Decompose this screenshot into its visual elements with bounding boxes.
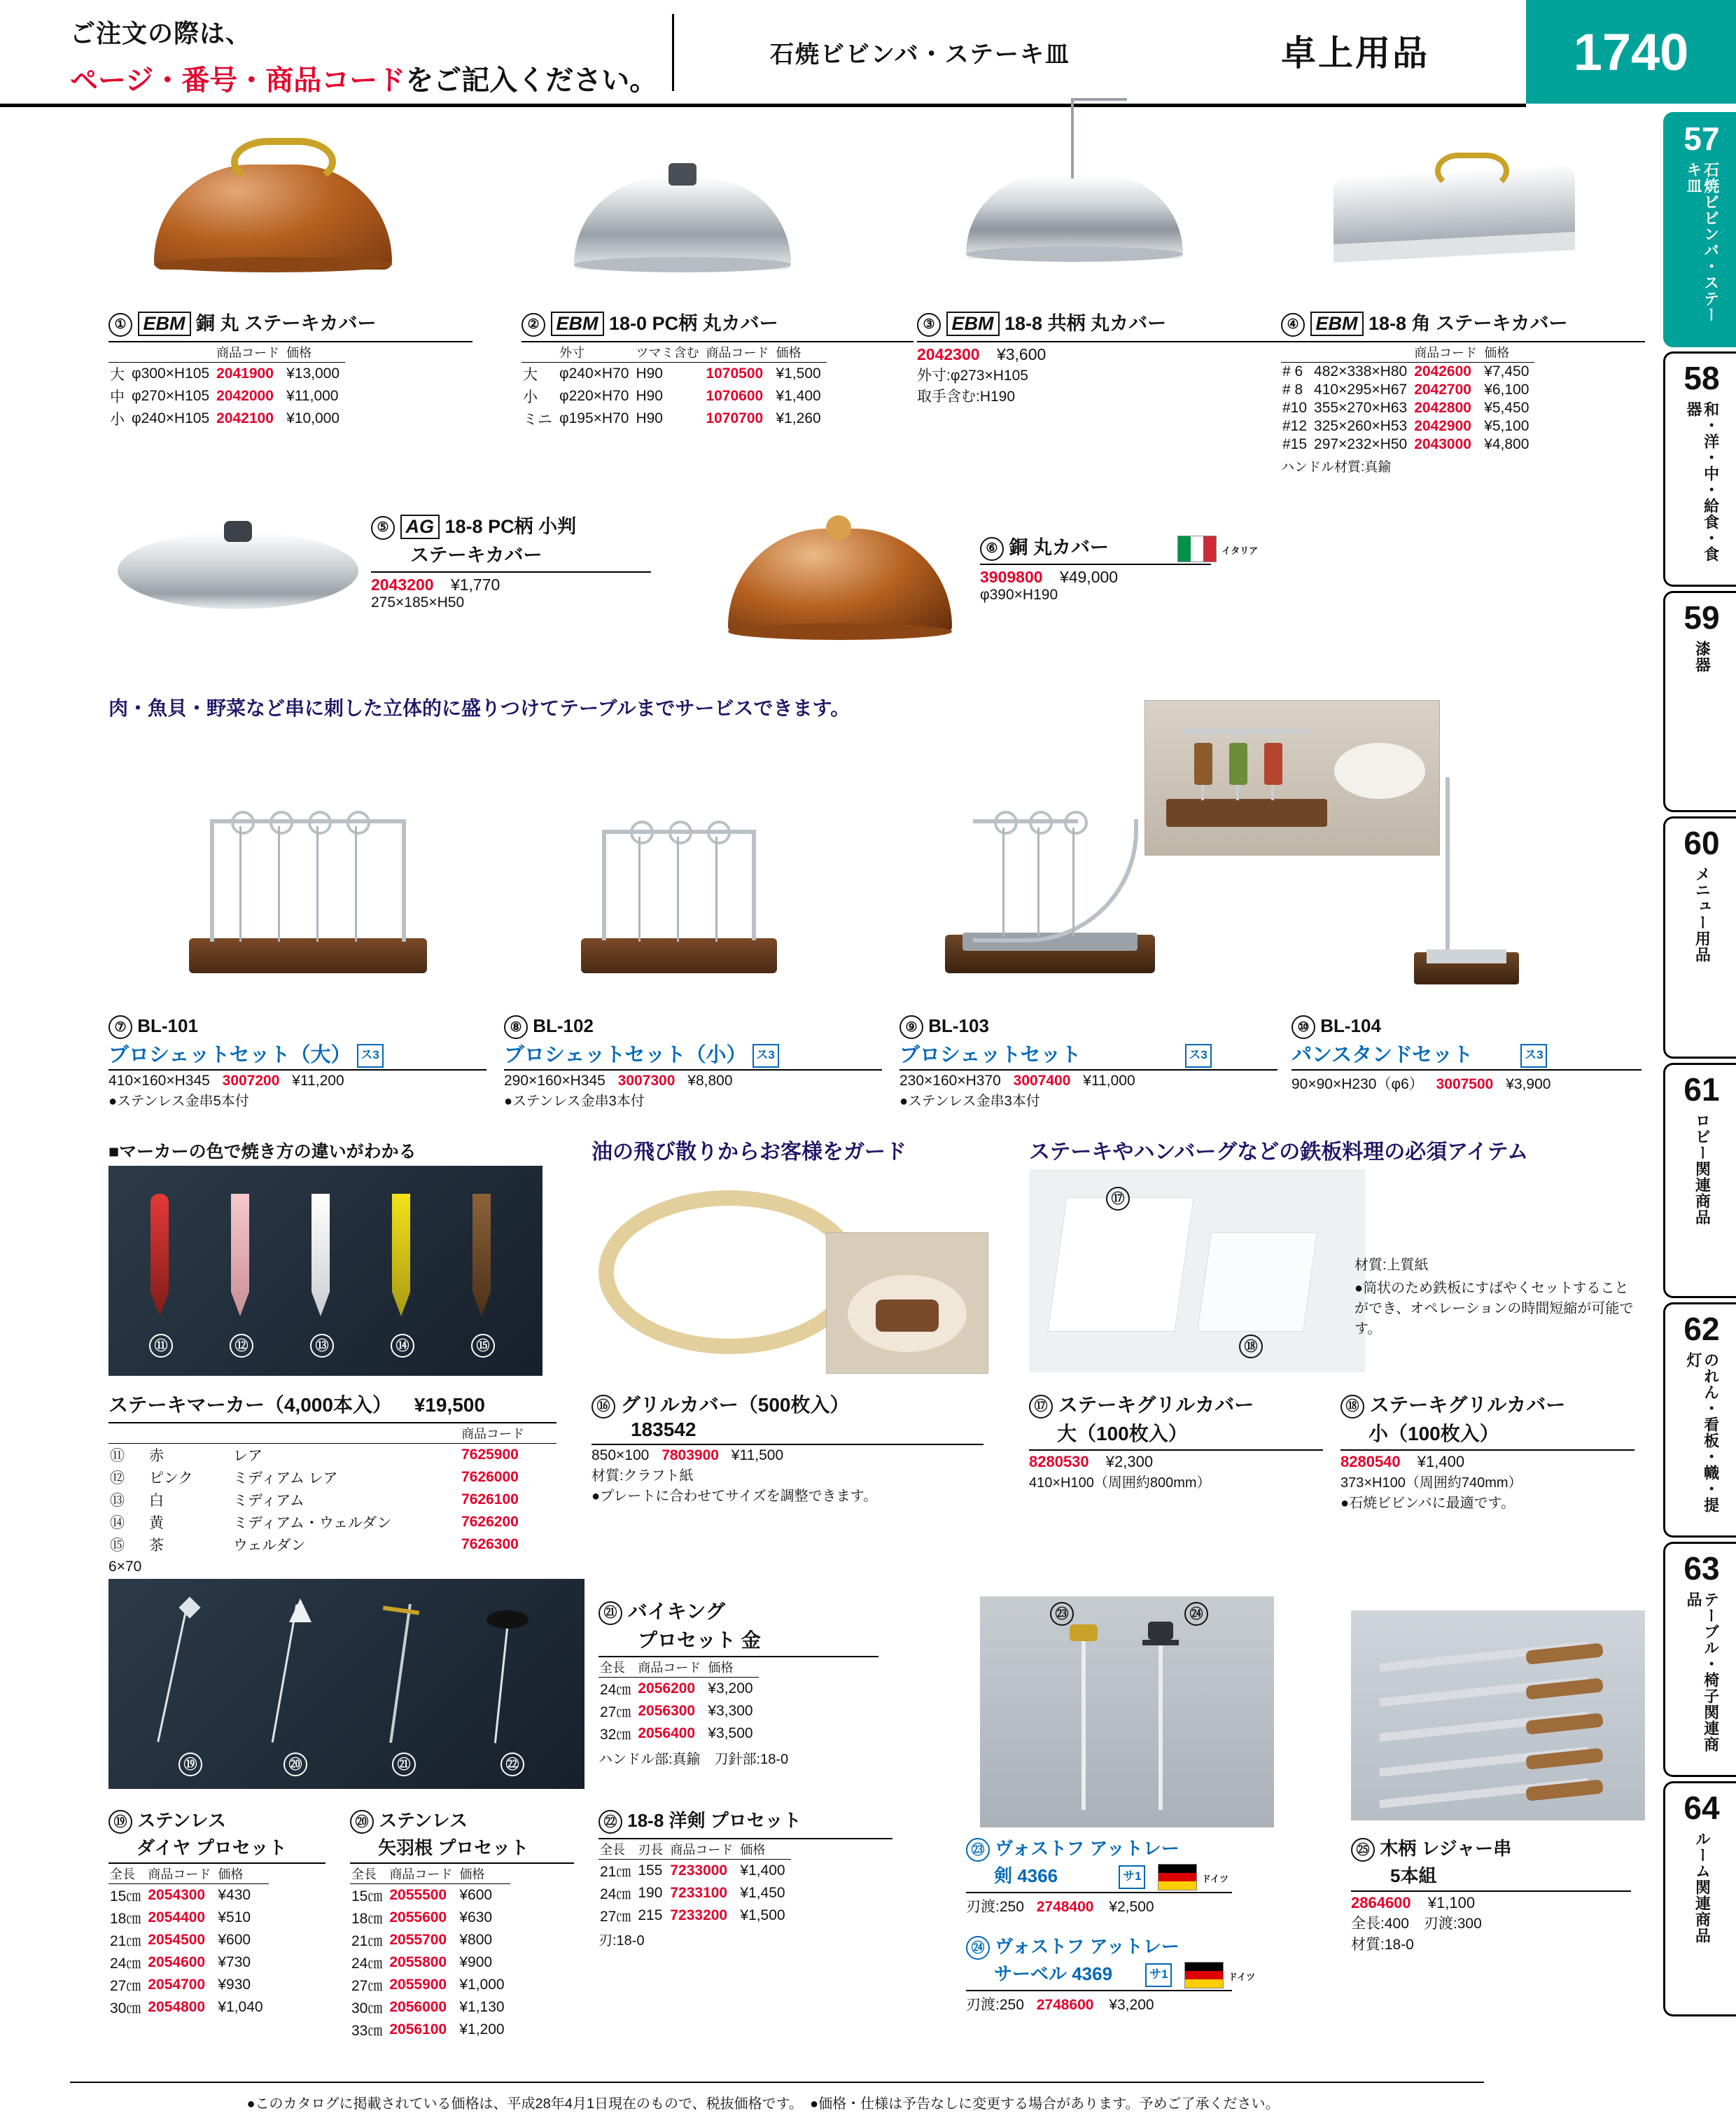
product-5-size: 275×185×H50 [371, 594, 465, 611]
callout-17: ⑰ [1106, 1187, 1130, 1211]
product-20 [350, 1806, 588, 2041]
table-row: 大 φ240×H70 H90 1070500 ¥1,500 [523, 365, 821, 383]
item-number: ⑲ [108, 1810, 132, 1834]
product-4-note: ハンドル材質:真鍮 [1281, 459, 1392, 475]
callout-20: ⑳ [284, 1753, 307, 1776]
item-number: ⑥ [980, 537, 1004, 561]
flag-germany-icon [1184, 1962, 1224, 1988]
product-24-title-line2: サーベル 4369 [994, 1963, 1113, 1985]
tab-number: 64 [1684, 1790, 1720, 1826]
table-row: ⑬ 白 ミディアム 7626100 [110, 1491, 519, 1509]
brand-badge: AG [400, 515, 440, 539]
steak-cover-material [1354, 1253, 1634, 1337]
product-19 [108, 1806, 340, 2019]
product-22-title: 18-8 洋剣 プロセット [627, 1810, 802, 1831]
footer-rule [70, 2082, 1484, 2083]
product-21-title-line1: バイキング [627, 1601, 725, 1622]
item-number: ⑩ [1292, 1015, 1315, 1039]
product-16-note: ●プレートに合わせてサイズを調整できます。 [592, 1488, 878, 1504]
product-18-code: 8280540 [1340, 1452, 1401, 1470]
product-16-size: 850×100 [592, 1447, 650, 1463]
model: BL-103 [928, 1015, 989, 1036]
photo-brochette-set-large [161, 749, 455, 994]
tab-60[interactable] [1663, 816, 1736, 1059]
product-23-title-line1: ヴォストフ アットレー [995, 1838, 1180, 1859]
product-24-code: 2748600 [1036, 1997, 1094, 2014]
page-number: 1740 [1526, 0, 1736, 104]
product-18 [1340, 1390, 1648, 1512]
product-5-code: 2043200 [371, 575, 434, 594]
product-2-title [522, 308, 913, 337]
item-number: ③ [917, 313, 941, 337]
product-3-spec1: 外寸:φ273×H105 [917, 367, 1028, 384]
series-badge: ス3 [752, 1044, 779, 1068]
table-row: 21㎝ 155 7233000 ¥1,400 [600, 1862, 785, 1881]
product-18-title-line1: ステーキグリルカバー [1369, 1394, 1566, 1416]
product-19-table: 全長 商品コード 価格 15㎝ 2054300 ¥430 18㎝ 2054400 ¥510 21㎝ 2054500 ¥600 24㎝ 2054600 ¥730 27㎝ 2054700 ¥930 30㎝ 2054800 ¥1,040 [108, 1864, 269, 2019]
item-number: ⑨ [899, 1015, 923, 1039]
product-25-spec2: 材質:18-0 [1351, 1937, 1414, 1953]
product-4-title [1281, 308, 1645, 337]
product-17-title-line1: ステーキグリルカバー [1058, 1394, 1254, 1416]
table-row: 18㎝ 2054400 ¥510 [110, 1909, 251, 1928]
product-22-note: 刃:18-0 [598, 1933, 645, 1949]
product-4-table: 商品コード 価格 # 6 482×338×H80 2042600 ¥7,450 # 8 410×295×H67 2042700 ¥6,100 #10 355×270×H63 2042800 ¥5,450 #12 325×260×H53 2042900 ¥5,100 #15 297×232×H50 2043000 ¥4,800 [1281, 342, 1534, 454]
item-number: ㉕ [1351, 1838, 1375, 1862]
page-header [0, 0, 1736, 105]
table-row: ⑫ ピンク ミディアム レア 7626000 [110, 1469, 519, 1486]
flag-label: イタリア [1222, 545, 1259, 556]
product-7-price: ¥11,200 [292, 1073, 344, 1089]
tab-57[interactable] [1663, 112, 1736, 347]
product-19-title-line2: ダイヤ プロセット [136, 1837, 287, 1859]
table-row: # 6 482×338×H80 2042600 ¥7,450 [1282, 363, 1530, 379]
header-subject: 石焼ビビンバ・ステーキ皿 [770, 41, 1070, 68]
product-5-price: ¥1,770 [450, 575, 500, 594]
title-text: 18-0 PC柄 丸カバー [609, 313, 778, 334]
product-3-code: 2042300 [917, 344, 980, 363]
brand-badge: EBM [138, 312, 191, 336]
item-number: ⑳ [350, 1810, 374, 1834]
table-row: 中 φ270×H105 2042000 ¥11,000 [110, 387, 339, 405]
product-10 [1292, 1015, 1656, 1094]
product-24-spec: 刃渡:250 [966, 1997, 1024, 2014]
tab-label: のれん・看板・幟・提灯 [1685, 1352, 1720, 1513]
table-row: #10 355×270×H63 2042800 ¥5,450 [1282, 399, 1530, 416]
callout-22: ㉒ [500, 1753, 524, 1776]
product-3-title [917, 308, 1288, 337]
product-1 [108, 308, 472, 430]
table-row: 21㎝ 2054500 ¥600 [110, 1932, 251, 1950]
tab-label: テーブル・椅子関連商品 [1685, 1591, 1720, 1753]
callout-21: ㉑ [392, 1753, 416, 1776]
product-24-price: ¥3,200 [1109, 1997, 1154, 2014]
table-row: 30㎝ 2056000 ¥1,130 [351, 1999, 505, 2017]
table-row: ⑪ 赤 レア 7625900 [110, 1447, 519, 1464]
photo-grill-cover [592, 1169, 858, 1372]
product-21-table: 全長 商品コード 価格 24㎝ 2056200 ¥3,200 27㎝ 2056300 ¥3,300 32㎝ 2056400 ¥3,500 [598, 1657, 759, 1745]
product-20-title-line2: 矢羽根 プロセット [378, 1837, 529, 1859]
product-16-price: ¥11,500 [731, 1447, 784, 1463]
product-5-title [371, 511, 672, 540]
order-note-line2 [70, 58, 672, 98]
marker-num-12: ⑫ [230, 1334, 253, 1358]
tab-63[interactable] [1663, 1542, 1736, 1777]
product-10-code: 3007500 [1436, 1076, 1494, 1093]
product-10-title: パンスタンドセット [1292, 1044, 1474, 1067]
product-2 [522, 308, 913, 430]
footer-note: ●このカタログに掲載されている価格は、平成28年4月1日現在のもので、税抜価格です。 ●価格・仕様は予告なしに変更する場合があります。予めご了承ください。 [246, 2096, 1280, 2112]
product-4 [1281, 308, 1645, 475]
product-23-code: 2748400 [1036, 1899, 1094, 1916]
product-9-note: ●ステンレス金串3本付 [899, 1094, 1040, 1110]
product-16 [592, 1390, 997, 1505]
product-10-size: 90×90×H230（φ6） [1292, 1076, 1424, 1093]
photo-steak-grill-covers [1029, 1169, 1365, 1372]
product-25-title-line1: 木柄 レジャー串 [1380, 1838, 1512, 1859]
table-row: 21㎝ 2055700 ¥800 [351, 1932, 493, 1950]
marker-price: ¥19,500 [414, 1394, 485, 1416]
tab-64[interactable] [1663, 1781, 1736, 2016]
table-row: 27㎝ 2056300 ¥3,300 [600, 1702, 753, 1720]
product-9-title: ブロシェットセット [899, 1044, 1082, 1067]
product-19-title-line1: ステンレス [137, 1810, 226, 1831]
product-22 [598, 1806, 906, 1949]
product-7-note: ●ステンレス金串5本付 [108, 1094, 249, 1110]
tab-label: ロビー関連商品 [1693, 1113, 1712, 1225]
product-3-price: ¥3,600 [996, 344, 1046, 363]
order-note-line1: ご注文の際は、 [70, 19, 252, 48]
product-3 [917, 308, 1288, 406]
product-18-title-line2: 小（100枚入） [1368, 1422, 1499, 1444]
item-number: ㉓ [966, 1838, 990, 1862]
product-22-table: 全長 刃長 商品コード 価格 21㎝ 155 7233000 ¥1,400 24㎝ 190 7233100 ¥1,450 27㎝ 215 7233200 ¥1,500 [598, 1839, 791, 1927]
photo-pc-handle-round-cover [567, 151, 798, 284]
photo-square-steak-cover [1323, 133, 1589, 284]
material-label: 材質:上質紙 [1354, 1257, 1429, 1273]
product-8-price: ¥8,800 [687, 1073, 733, 1089]
callout-19: ⑲ [178, 1753, 202, 1776]
product-21-title-line2: プロセット 金 [638, 1629, 761, 1651]
table-row: 27㎝ 2054700 ¥930 [110, 1977, 251, 1995]
photo-wusthof-swords [980, 1596, 1274, 1827]
table-row: 33㎝ 2056100 ¥1,200 [351, 2021, 505, 2040]
tab-62[interactable] [1663, 1302, 1736, 1538]
model: BL-101 [137, 1015, 198, 1036]
product-7 [108, 1015, 500, 1110]
item-number: ⑱ [1340, 1395, 1364, 1419]
product-9-code: 3007400 [1013, 1073, 1071, 1089]
table-row: ⑭ 黄 ミディアム・ウェルダン 7626200 [110, 1514, 519, 1531]
banner-skewer: 肉・魚貝・野菜など串に刺した立体的に盛りつけてテーブルまでサービスできます。 [108, 697, 850, 719]
marker-info [108, 1390, 556, 1575]
table-row: 24㎝ 2055800 ¥900 [351, 1954, 493, 1972]
banner-marker: ■マーカーの色で焼き方の違いがわかる [108, 1142, 416, 1162]
photo-grill-cover-in-use [826, 1232, 988, 1374]
table-row: 大 φ300×H105 2041900 ¥13,000 [110, 365, 340, 383]
product-5 [371, 511, 672, 611]
product-17-size: 410×H100（周囲約800mm） [1029, 1475, 1211, 1491]
product-6-price: ¥49,000 [1059, 567, 1119, 586]
marker-title: ステーキマーカー（4,000本入） [108, 1394, 392, 1416]
product-6 [980, 532, 1344, 604]
photo-copper-dome-cover [140, 123, 406, 284]
item-number: ㉑ [598, 1601, 622, 1625]
brand-badge: EBM [1310, 312, 1364, 336]
table-row: ミニ φ195×H70 H90 1070700 ¥1,260 [523, 410, 821, 428]
table-row: ⑮ 茶 ウェルダン 7626300 [110, 1536, 519, 1554]
item-number: ⑧ [504, 1015, 528, 1039]
marker-num-13: ⑬ [310, 1334, 334, 1358]
section-tab-rail [1659, 112, 1736, 2021]
table-row: 27㎝ 2055900 ¥1,000 [351, 1977, 505, 1995]
product-2-table: 外寸 ツマミ含む 商品コード 価格 大 φ240×H70 H90 1070500 ¥1,500 小 φ220×H70 H90 1070600 ¥1,400 ミニ φ195×H70 H90 1070700 ¥1,260 [522, 342, 827, 430]
product-16-title-line1: グリルカバー（500枚入） [620, 1394, 850, 1416]
photo-pan-stand-set [1407, 777, 1533, 994]
model: BL-102 [533, 1015, 594, 1036]
table-row: 15㎝ 2055500 ¥600 [351, 1887, 493, 1905]
item-number: ⑤ [371, 516, 395, 540]
item-number: ④ [1281, 313, 1305, 337]
product-17-code: 8280530 [1029, 1452, 1089, 1470]
table-row: # 8 410×295×H67 2042700 ¥6,100 [1282, 381, 1530, 398]
header-rule [0, 104, 1526, 107]
marker-size: 6×70 [108, 1559, 142, 1575]
tab-59[interactable] [1663, 591, 1736, 812]
table-row: 24㎝ 190 7233100 ¥1,450 [600, 1885, 785, 1903]
material-note: ●筒状のため鉄板にすばやくセットすることができ、オペレーションの時間短縮が可能です。 [1354, 1281, 1634, 1337]
series-badge: ス3 [1520, 1044, 1547, 1068]
photo-steak-markers [108, 1166, 542, 1376]
tab-label: 漆器 [1693, 641, 1712, 673]
photo-brochette-set-small [553, 763, 805, 994]
product-6-title [980, 532, 1344, 562]
table-row: 32㎝ 2056400 ¥3,500 [600, 1725, 753, 1743]
product-8-code: 3007300 [617, 1073, 676, 1089]
product-25-spec1: 全長:400 刃渡:300 [1351, 1916, 1482, 1932]
product-9-size: 230×160×H370 [899, 1073, 1001, 1089]
product-7-title: ブロシェットセット（大） [108, 1044, 351, 1067]
tab-number: 62 [1684, 1311, 1720, 1347]
photo-common-handle-round-cover [959, 98, 1197, 284]
product-23 [966, 1834, 1316, 1916]
product-20-title-line1: ステンレス [379, 1810, 468, 1831]
tab-number: 58 [1684, 360, 1720, 396]
tab-number: 57 [1684, 120, 1720, 157]
flag-label: ドイツ [1228, 1972, 1256, 1983]
table-row: #15 297×232×H50 2043000 ¥4,800 [1282, 436, 1530, 452]
table-row: 30㎝ 2054800 ¥1,040 [110, 1999, 263, 2017]
order-note-tail: をご記入ください。 [405, 65, 658, 96]
banner-grill-cover: 油の飛び散りからお客様をガード [592, 1141, 906, 1164]
tab-label: 石焼ビビンバ・ステーキ皿 [1685, 162, 1720, 323]
product-17 [1029, 1390, 1337, 1491]
flag-label: ドイツ [1201, 1874, 1229, 1885]
product-21 [598, 1596, 892, 1768]
tab-label: 和・洋・中・給食・食器 [1685, 401, 1720, 562]
product-17-title-line2: 大（100枚入） [1057, 1422, 1188, 1444]
header-category: 卓上用品 [1281, 34, 1429, 73]
item-number: ⑯ [592, 1395, 615, 1419]
photo-pro-picks [108, 1579, 584, 1789]
product-8-note: ●ステンレス金串3本付 [504, 1094, 645, 1110]
product-3-spec2: 取手含む:H190 [917, 388, 1016, 405]
table-row: 小 φ240×H105 2042100 ¥10,000 [110, 410, 340, 428]
product-20-table: 全長 商品コード 価格 15㎝ 2055500 ¥600 18㎝ 2055600 ¥630 21㎝ 2055700 ¥800 24㎝ 2055800 ¥900 27㎝ 2055900 ¥1,000 30㎝ 2056000 ¥1,130 33㎝ 2056100 ¥1,200 [350, 1864, 510, 2041]
photo-wood-handle-skewers [1351, 1610, 1645, 1820]
photo-oval-steak-cover [112, 504, 364, 630]
brand-badge: EBM [551, 312, 604, 336]
product-24 [966, 1932, 1316, 2014]
product-16-code: 7803900 [662, 1447, 719, 1463]
table-row: 小 φ220×H70 H90 1070600 ¥1,400 [523, 387, 821, 405]
order-note-highlight: ページ・番号・商品コード [70, 65, 406, 96]
product-23-title-line2: 剣 4366 [994, 1865, 1058, 1887]
product-1-title [108, 308, 472, 337]
tab-58[interactable] [1663, 351, 1736, 587]
series-badge: サ1 [1145, 1963, 1172, 1987]
table-row: #12 325×260×H53 2042900 ¥5,100 [1282, 417, 1530, 434]
marker-table: 商品コード ⑪ 赤 レア 7625900 ⑫ ピンク ミディアム レア 7626000 ⑬ 白 ミディアム 7626100 ⑭ 黄 ミディアム・ウェルダン 7626200 ⑮ 茶 ウェルダン 7626300 [108, 1423, 556, 1556]
product-8-size: 290×160×H345 [504, 1073, 606, 1089]
series-badge: ス3 [1185, 1044, 1212, 1068]
table-row: 18㎝ 2055600 ¥630 [351, 1909, 493, 1928]
product-17-price: ¥2,300 [1105, 1452, 1154, 1470]
tab-number: 59 [1684, 599, 1720, 636]
item-number: ⑦ [108, 1015, 132, 1039]
product-24-title-line1: ヴォストフ アットレー [995, 1936, 1180, 1957]
product-9-price: ¥11,000 [1083, 1073, 1135, 1089]
product-25 [1351, 1834, 1645, 1954]
product-16-material: 材質:クラフト紙 [592, 1468, 694, 1484]
tab-number: 63 [1684, 1550, 1720, 1587]
item-number: ㉔ [966, 1936, 990, 1960]
item-number: ㉒ [598, 1810, 622, 1834]
flag-italy-icon [1177, 536, 1217, 562]
table-row: 24㎝ 2056200 ¥3,200 [600, 1680, 753, 1698]
banner-steak-grill-cover: ステーキやハンバーグなどの鉄板料理の必須アイテム [1029, 1141, 1529, 1164]
brand-badge: EBM [946, 312, 1000, 336]
callout-18: ⑱ [1239, 1335, 1263, 1358]
product-7-code: 3007200 [222, 1073, 280, 1089]
series-badge: ス3 [357, 1044, 384, 1068]
product-7-size: 410×160×H345 [108, 1073, 210, 1089]
product-25-price: ¥1,100 [1427, 1894, 1476, 1912]
order-note [70, 14, 674, 96]
item-number: ② [522, 313, 545, 337]
table-row: 24㎝ 2054600 ¥730 [110, 1954, 251, 1972]
marker-num-15: ⑮ [471, 1334, 495, 1358]
callout-24: ㉔ [1184, 1602, 1208, 1626]
callout-23: ㉓ [1050, 1602, 1074, 1626]
model: BL-104 [1320, 1015, 1381, 1036]
product-8 [504, 1015, 896, 1110]
product-18-price: ¥1,400 [1417, 1452, 1465, 1470]
product-10-price: ¥3,900 [1506, 1076, 1551, 1093]
table-row: 27㎝ 215 7233200 ¥1,500 [600, 1907, 785, 1925]
col-code: 商品コード [215, 342, 285, 363]
item-number: ① [108, 313, 132, 337]
product-21-note: ハンドル部:真鍮 刀針部:18-0 [598, 1751, 789, 1767]
title-text: 18-8 共柄 丸カバー [1004, 313, 1167, 334]
title-line2: ステーキカバー [410, 544, 542, 566]
product-8-title: ブロシェットセット（小） [504, 1044, 747, 1067]
title-text: 銅 丸 ステーキカバー [196, 313, 377, 334]
product-25-code: 2864600 [1351, 1894, 1411, 1912]
tab-label: メニュー用品 [1693, 866, 1712, 963]
title-text: 銅 丸カバー [1009, 537, 1110, 558]
product-6-size: φ390×H190 [980, 586, 1058, 603]
product-6-code: 3909800 [980, 567, 1043, 586]
tab-61[interactable] [1663, 1063, 1736, 1298]
photo-copper-round-cover [721, 490, 959, 651]
table-row: 15㎝ 2054300 ¥430 [110, 1887, 251, 1905]
product-23-spec: 刃渡:250 [966, 1899, 1024, 1916]
col-price: 価格 [285, 342, 345, 363]
marker-num-14: ⑭ [391, 1334, 414, 1358]
title-text: 18-8 角 ステーキカバー [1368, 313, 1568, 334]
series-badge: サ1 [1119, 1865, 1145, 1889]
product-18-note: ●石焼ビビンバに最適です。 [1340, 1495, 1516, 1511]
product-9 [899, 1015, 1292, 1110]
product-23-price: ¥2,500 [1109, 1899, 1154, 1916]
flag-germany-icon [1158, 1864, 1197, 1890]
product-1-table [108, 342, 345, 430]
tab-number: 60 [1684, 825, 1720, 861]
product-25-title-line2: 5本組 [1390, 1865, 1437, 1887]
product-18-size: 373×H100（周囲約740mm） [1340, 1475, 1522, 1491]
tab-label: ルーム関連商品 [1693, 1831, 1712, 1944]
product-16-title-line2: 183542 [631, 1418, 696, 1440]
title-line1: 18-8 PC柄 小判 [444, 516, 577, 537]
tab-number: 61 [1684, 1071, 1720, 1108]
item-number: ⑰ [1029, 1395, 1053, 1419]
marker-num-11: ⑪ [149, 1334, 173, 1358]
photo-brochette-serving-scene [1144, 700, 1440, 856]
